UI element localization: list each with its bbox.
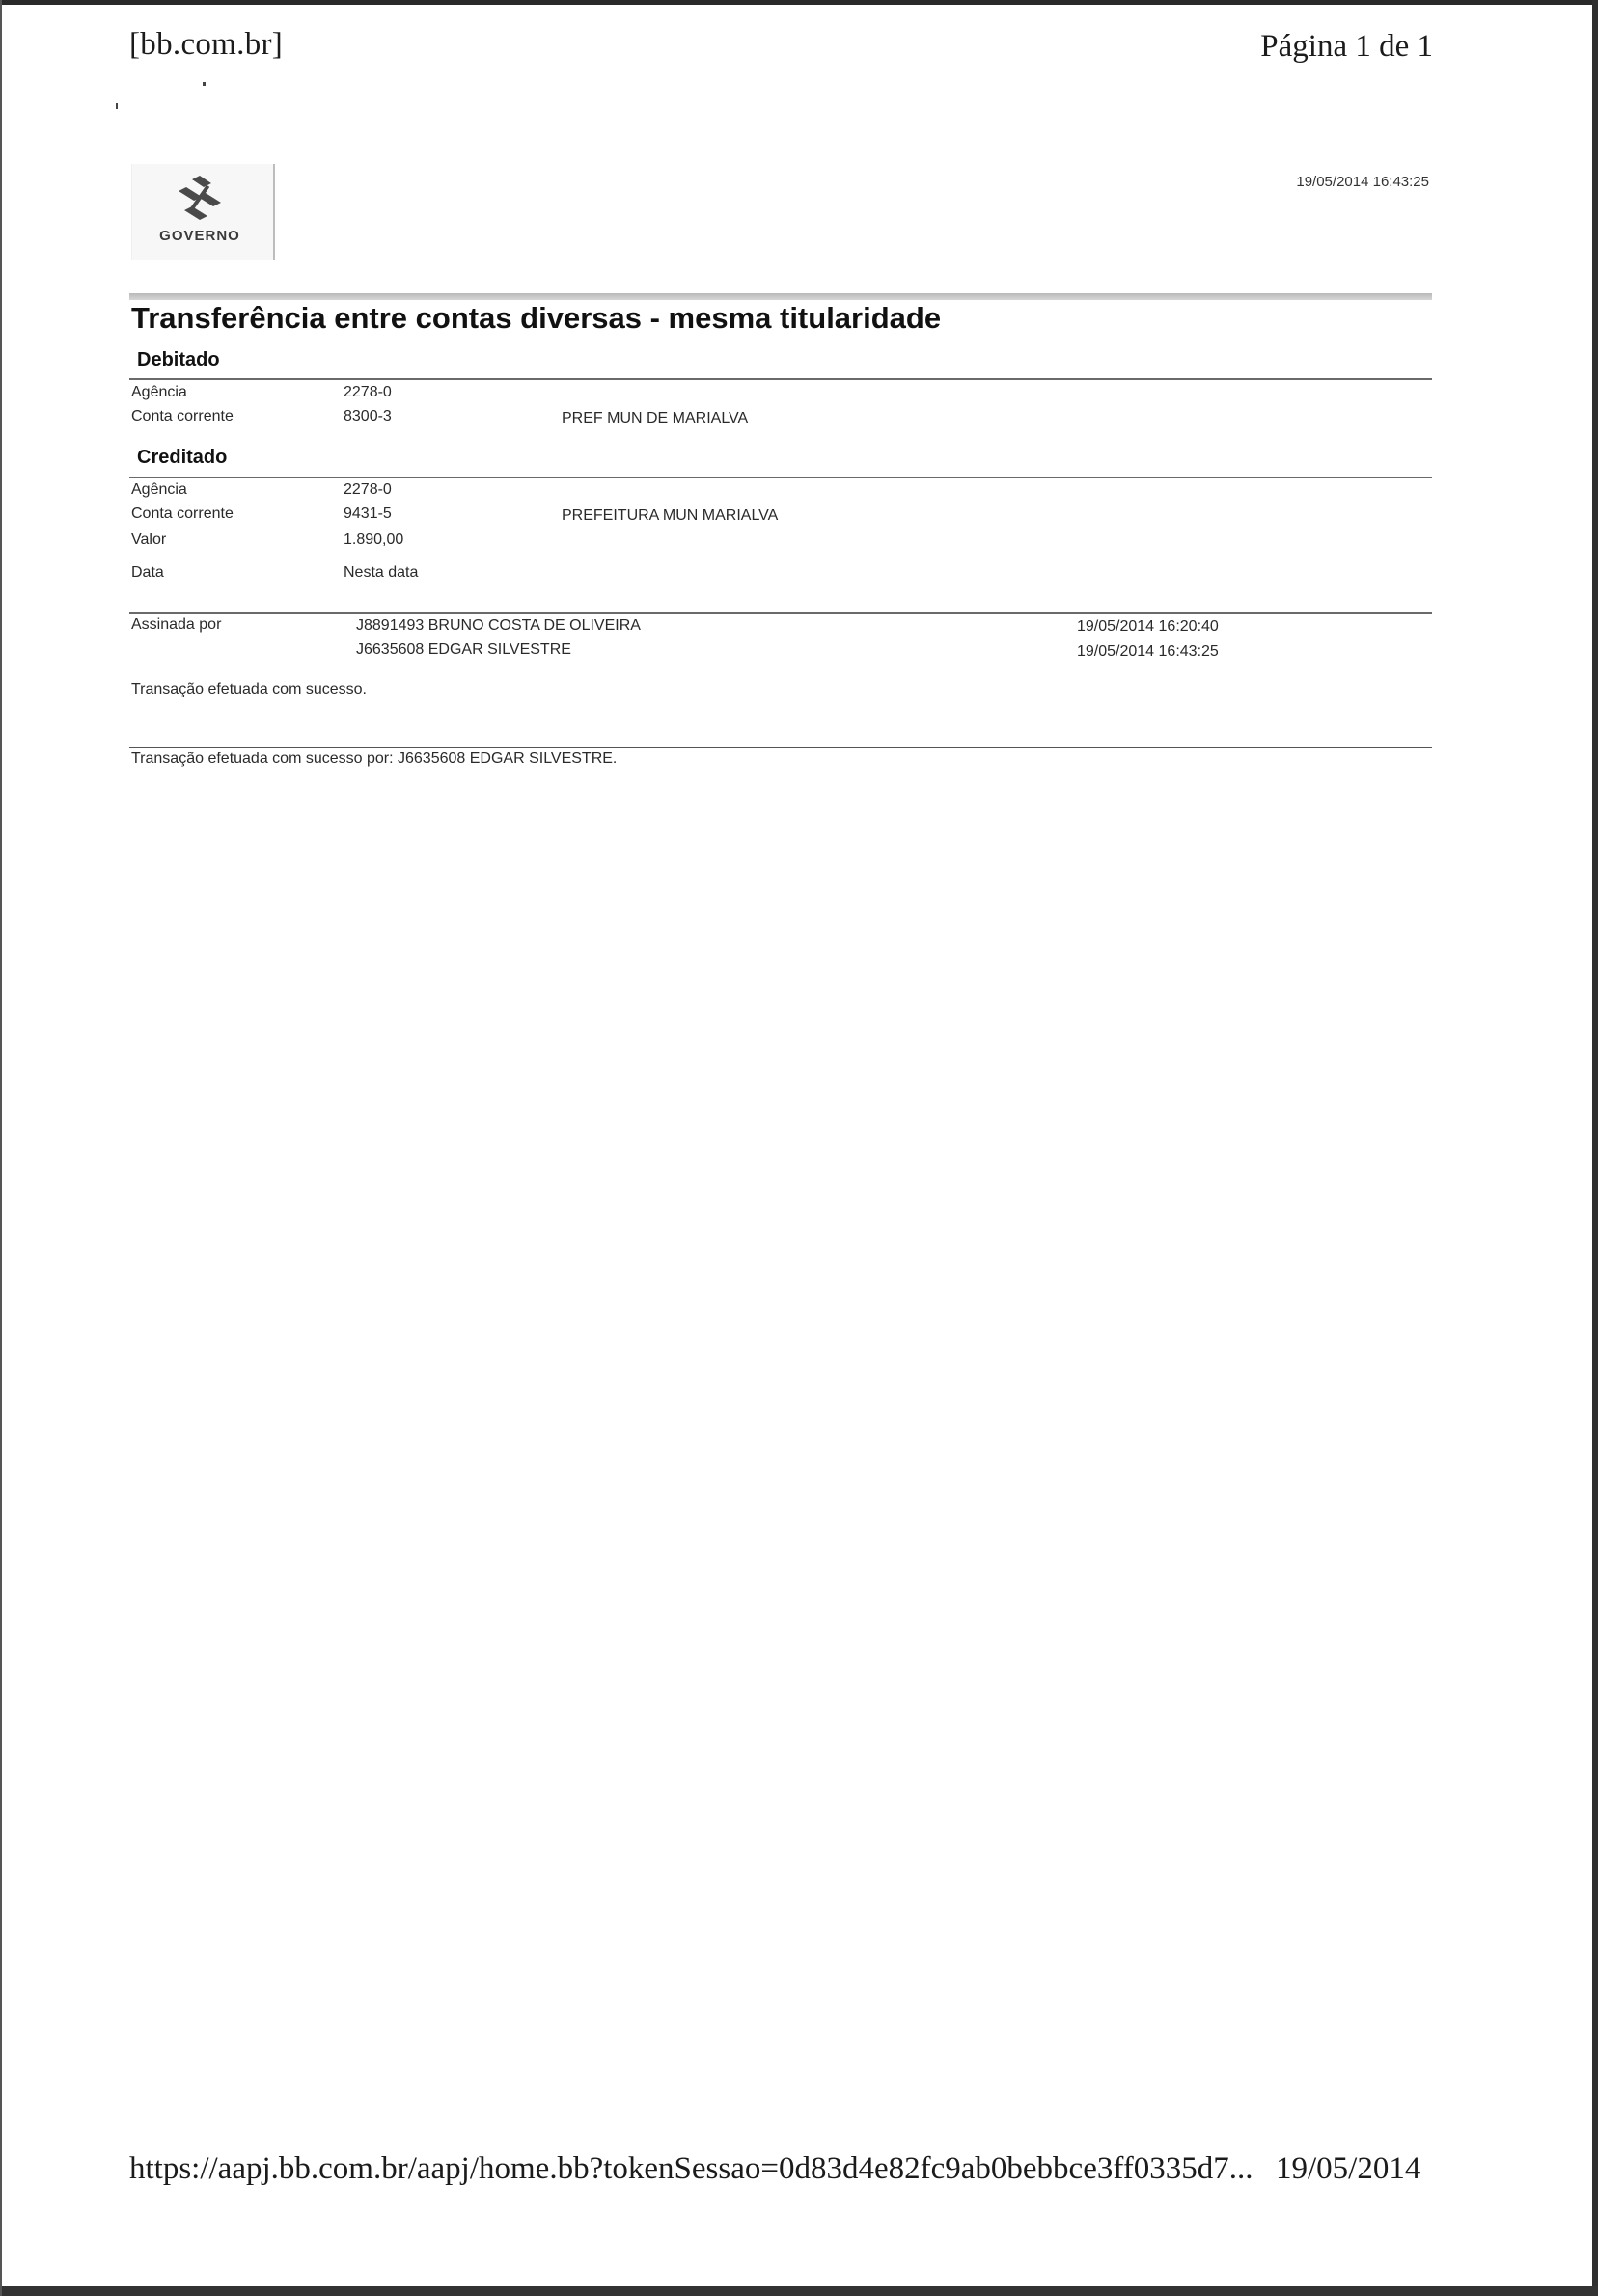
bank-logo — [131, 164, 275, 260]
scan-border-top — [0, 0, 1598, 5]
scan-border-right — [1592, 0, 1598, 2296]
creditado-conta-label: Conta corrente — [131, 506, 234, 522]
section-heading-debitado: Debitado — [137, 349, 220, 370]
final-status-message: Transação efetuada com sucesso por: J6635608 EDGAR SILVESTRE. — [131, 751, 618, 767]
scan-speck — [116, 103, 118, 109]
logo-caption: GOVERNO — [159, 228, 240, 244]
creditado-conta-name: PREFEITURA MUN MARIALVA — [562, 507, 779, 524]
debitado-conta-name: PREF MUN DE MARIALVA — [562, 410, 749, 426]
data-label: Data — [131, 564, 164, 581]
valor-label: Valor — [131, 532, 167, 548]
bb-logo-icon — [173, 170, 227, 224]
document-timestamp: 19/05/2014 16:43:25 — [1296, 174, 1429, 190]
section-divider — [129, 747, 1432, 748]
signer-time: 19/05/2014 16:43:25 — [1077, 643, 1219, 660]
debitado-conta-label: Conta corrente — [131, 408, 234, 424]
print-header-site: [bb.com.br] — [129, 27, 284, 62]
status-message: Transação efetuada com sucesso. — [131, 681, 367, 697]
debitado-agencia-value: 2278-0 — [344, 384, 392, 400]
signer-name: J8891493 BRUNO COSTA DE OLIVEIRA — [356, 617, 641, 634]
print-header-page-indicator: Página 1 de 1 — [1260, 29, 1433, 64]
data-value: Nesta data — [344, 564, 419, 581]
print-footer-date: 19/05/2014 — [1276, 2151, 1421, 2186]
section-heading-creditado: Creditado — [137, 447, 228, 468]
creditado-agencia-value: 2278-0 — [344, 481, 392, 498]
section-divider — [129, 612, 1432, 614]
page-title: Transferência entre contas diversas - mesma titularidade — [131, 301, 942, 335]
signer-time: 19/05/2014 16:20:40 — [1077, 618, 1219, 635]
print-footer-url: https://aapj.bb.com.br/aapj/home.bb?tokenSessao=0d83d4e82fc9ab0bebbce3ff0335d7... — [129, 2151, 1254, 2186]
signer-name: J6635608 EDGAR SILVESTRE — [356, 642, 571, 658]
assinada-por-label: Assinada por — [131, 616, 222, 633]
debitado-conta-value: 8300-3 — [344, 408, 392, 424]
scan-border-bottom — [0, 2286, 1598, 2296]
scan-border-left — [0, 0, 2, 2296]
title-divider — [129, 293, 1432, 300]
valor-value: 1.890,00 — [344, 532, 404, 548]
debitado-agencia-label: Agência — [131, 384, 187, 400]
scan-speck — [203, 82, 206, 86]
section-divider — [129, 378, 1432, 380]
section-divider — [129, 477, 1432, 478]
creditado-agencia-label: Agência — [131, 481, 187, 498]
creditado-conta-value: 9431-5 — [344, 506, 392, 522]
